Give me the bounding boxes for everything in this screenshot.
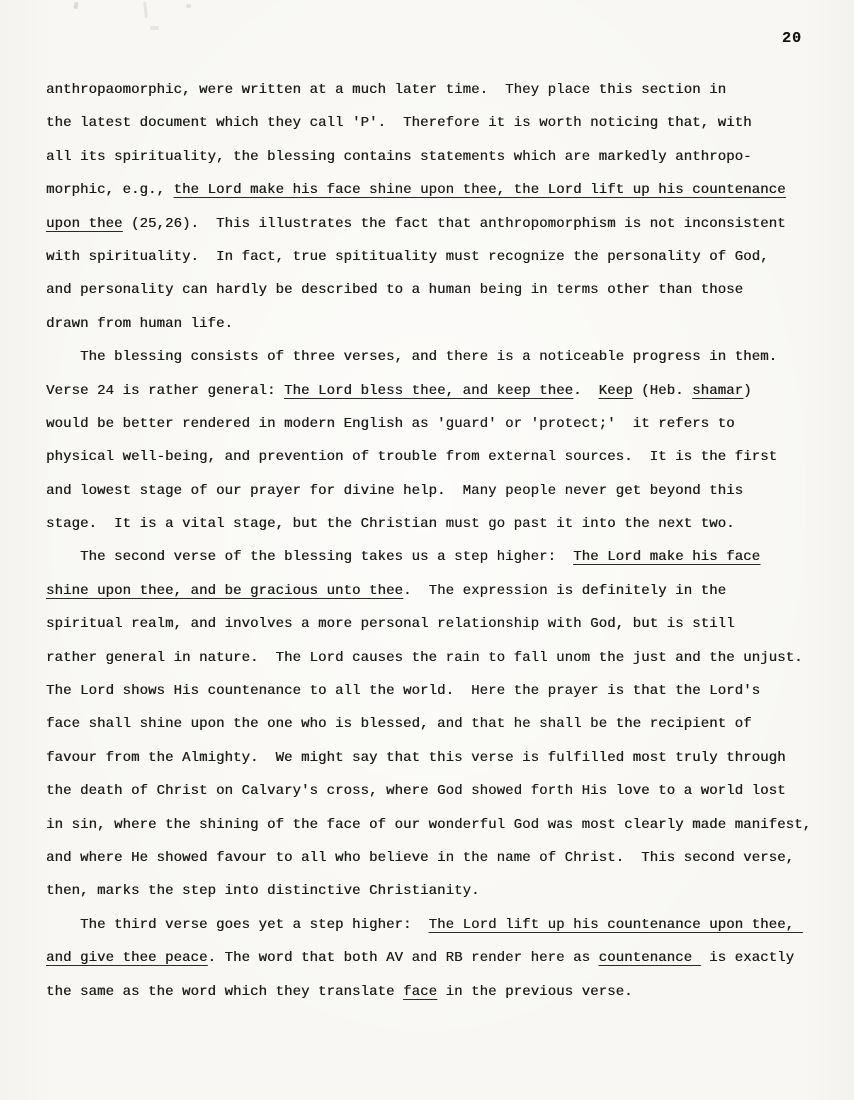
- text-segment: and lowest stage of our prayer for divine help. Many people never get beyond this: [46, 482, 744, 499]
- document-lines: [46, 74, 836, 1009]
- text-segment: The Lord shows His countenance to all the world. Here the prayer is that the Lord's: [46, 683, 761, 700]
- text-segment: The blessing consists of three verses, and there is a noticeable progress in them.: [46, 349, 778, 366]
- scan-smudge: [143, 2, 148, 18]
- text-segment: drawn from human life.: [46, 315, 234, 332]
- text-segment: is exactly: [700, 950, 795, 967]
- underlined-text: shine upon thee, and be gracious unto thee: [46, 582, 404, 599]
- underlined-text: The Lord bless thee, and keep thee: [284, 382, 574, 399]
- text-segment: . The word that both AV and RB render here as: [207, 950, 599, 967]
- underlined-text: The Lord lift up his countenance upon thee,: [428, 916, 803, 933]
- text-line: [46, 541, 836, 574]
- text-line: [46, 642, 836, 675]
- text-segment: favour from the Almighty. We might say that this verse is fulfilled most truly through: [46, 749, 786, 766]
- text-segment: all its spirituality, the blessing contains statements which are markedly anthropo-: [46, 148, 752, 165]
- text-segment: the latest document which they call 'P'. Therefore it is worth noticing that, with: [46, 115, 752, 132]
- text-segment: would be better rendered in modern English as 'guard' or 'protect;' it refers to: [46, 415, 735, 432]
- scan-smudge: [73, 2, 78, 10]
- text-line: [46, 842, 836, 875]
- text-line: [46, 909, 836, 942]
- document-body: [46, 74, 836, 1009]
- text-segment: the same as the word which they translate: [46, 983, 404, 1000]
- underlined-text: upon thee: [46, 215, 123, 232]
- scan-smudge: [186, 4, 191, 8]
- underlined-text: the Lord make his face shine upon thee, the Lord lift up his countenance: [173, 182, 786, 199]
- text-line: [46, 308, 836, 341]
- text-line: [46, 976, 836, 1009]
- page-number: 20: [782, 30, 803, 47]
- text-segment: ): [743, 382, 752, 399]
- text-segment: then, marks the step into distinctive Christianity.: [46, 883, 480, 900]
- text-line: [46, 742, 836, 775]
- text-line: [46, 141, 836, 174]
- text-line: [46, 608, 836, 641]
- text-segment: (Heb.: [632, 382, 693, 399]
- text-segment: and where He showed favour to all who believe in the name of Christ. This second verse,: [46, 849, 795, 866]
- text-segment: in the previous verse.: [437, 983, 633, 1000]
- text-segment: physical well-being, and prevention of trouble from external sources. It is the first: [46, 449, 778, 466]
- text-segment: the death of Christ on Calvary's cross, where God showed forth His love to a world lost: [46, 783, 786, 800]
- text-line: [46, 241, 836, 274]
- text-line: [46, 475, 836, 508]
- text-line: [46, 809, 836, 842]
- text-line: [46, 74, 836, 107]
- text-line: [46, 441, 836, 474]
- text-segment: in sin, where the shining of the face of our wonderful God was most clearly made manifest,: [46, 816, 812, 833]
- text-segment: Verse 24 is rather general:: [46, 382, 285, 399]
- text-line: [46, 708, 836, 741]
- text-segment: face shall shine upon the one who is blessed, and that he shall be the recipient of: [46, 716, 752, 733]
- text-segment: with spirituality. In fact, true spitituality must recognize the personality of God,: [46, 248, 769, 265]
- underlined-text: shamar: [692, 382, 744, 399]
- underlined-text: countenance: [598, 950, 701, 967]
- text-segment: and personality can hardly be described to a human being in terms other than those: [46, 282, 744, 299]
- text-line: [46, 375, 836, 408]
- text-line: [46, 575, 836, 608]
- text-segment: The third verse goes yet a step higher:: [46, 916, 429, 933]
- underlined-text: face: [403, 983, 438, 1000]
- scan-smudge: [150, 26, 159, 30]
- text-line: [46, 274, 836, 307]
- text-segment: rather general in nature. The Lord causes the rain to fall unom the just and the unjust.: [46, 649, 803, 666]
- text-line: [46, 107, 836, 140]
- text-line: [46, 508, 836, 541]
- text-line: [46, 408, 836, 441]
- text-segment: anthropaomorphic, were written at a much later time. They place this section in: [46, 82, 727, 98]
- text-segment: . The expression is definitely in the: [403, 582, 727, 599]
- text-line: [46, 875, 836, 908]
- text-segment: morphic, e.g.,: [46, 182, 174, 199]
- text-segment: stage. It is a vital stage, but the Christian must go past it into the next two.: [46, 516, 735, 533]
- text-line: [46, 775, 836, 808]
- text-segment: spiritual realm, and involves a more personal relationship with God, but is still: [46, 616, 735, 633]
- text-line: [46, 341, 836, 374]
- underlined-text: and give thee peace: [46, 950, 208, 967]
- text-segment: (25,26). This illustrates the fact that anthropomorphism is not inconsistent: [122, 215, 786, 232]
- text-line: [46, 942, 836, 975]
- text-segment: The second verse of the blessing takes us a step higher:: [46, 549, 574, 566]
- text-segment: .: [573, 382, 599, 399]
- text-line: [46, 208, 836, 241]
- underlined-text: The Lord make his face: [573, 549, 761, 566]
- underlined-text: Keep: [598, 382, 633, 399]
- text-line: [46, 675, 836, 708]
- text-line: [46, 174, 836, 207]
